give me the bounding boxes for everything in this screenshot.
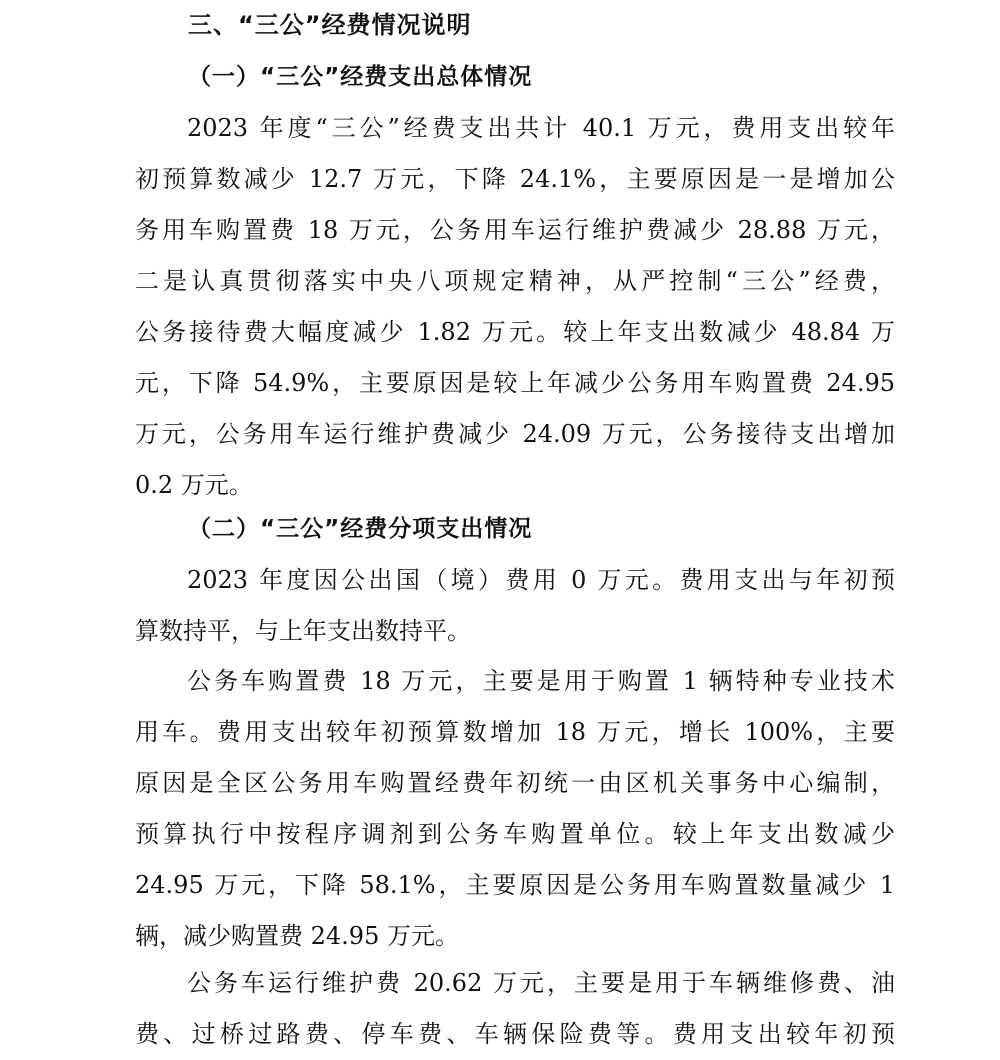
text-line: 费、过桥过路费、停车费、车辆保险费等。费用支出较年初预 bbox=[135, 1020, 895, 1048]
text-line: 公务车购置费 18 万元，主要是用于购置 1 辆特种专业技术 bbox=[187, 667, 895, 695]
text-line: 用车。费用支出较年初预算数增加 18 万元，增长 100%，主要 bbox=[135, 718, 895, 746]
paragraph-overseas-travel bbox=[135, 555, 895, 657]
text-line: 万元，公务用车运行维护费减少 24.09 万元，公务接待支出增加 bbox=[135, 420, 895, 448]
paragraph-overall bbox=[135, 103, 895, 511]
text-line: 24.95 万元，下降 58.1%，主要原因是公务用车购置数量减少 1 bbox=[135, 871, 895, 899]
text-line: 2023 年度因公出国（境）费用 0 万元。费用支出与年初预 bbox=[187, 566, 895, 594]
text-line: 公务接待费大幅度减少 1.82 万元。较上年支出数减少 48.84 万 bbox=[135, 318, 895, 346]
text-line: 二是认真贯彻落实中央八项规定精神，从严控制“三公”经费， bbox=[135, 267, 895, 295]
paragraph-vehicle-maintenance bbox=[135, 958, 895, 1060]
subsection-heading-overall: （一）“三公”经费支出总体情况 bbox=[188, 64, 533, 90]
text-line: 初预算数减少 12.7 万元，下降 24.1%，主要原因是一是增加公 bbox=[135, 165, 895, 193]
text-line: 元，下降 54.9%，主要原因是较上年减少公务用车购置费 24.95 bbox=[135, 369, 895, 397]
section-heading: 三、“三公”经费情况说明 bbox=[188, 11, 472, 39]
text-line: 2023 年度“三公”经费支出共计 40.1 万元，费用支出较年 bbox=[187, 114, 895, 142]
text-line: 0.2 万元。 bbox=[135, 471, 253, 499]
text-line: 算数持平，与上年支出数持平。 bbox=[135, 617, 471, 645]
subsection-heading-itemized: （二）“三公”经费分项支出情况 bbox=[188, 516, 533, 542]
text-line: 务用车购置费 18 万元，公务用车运行维护费减少 28.88 万元， bbox=[135, 216, 895, 244]
text-line: 原因是全区公务用车购置经费年初统一由区机关事务中心编制， bbox=[135, 769, 895, 797]
text-line: 预算执行中按程序调剂到公务车购置单位。较上年支出数减少 bbox=[135, 820, 895, 848]
text-line: 辆，减少购置费 24.95 万元。 bbox=[135, 922, 459, 950]
text-line: 公务车运行维护费 20.62 万元，主要是用于车辆维修费、油 bbox=[187, 969, 895, 997]
paragraph-vehicle-purchase bbox=[135, 656, 895, 962]
